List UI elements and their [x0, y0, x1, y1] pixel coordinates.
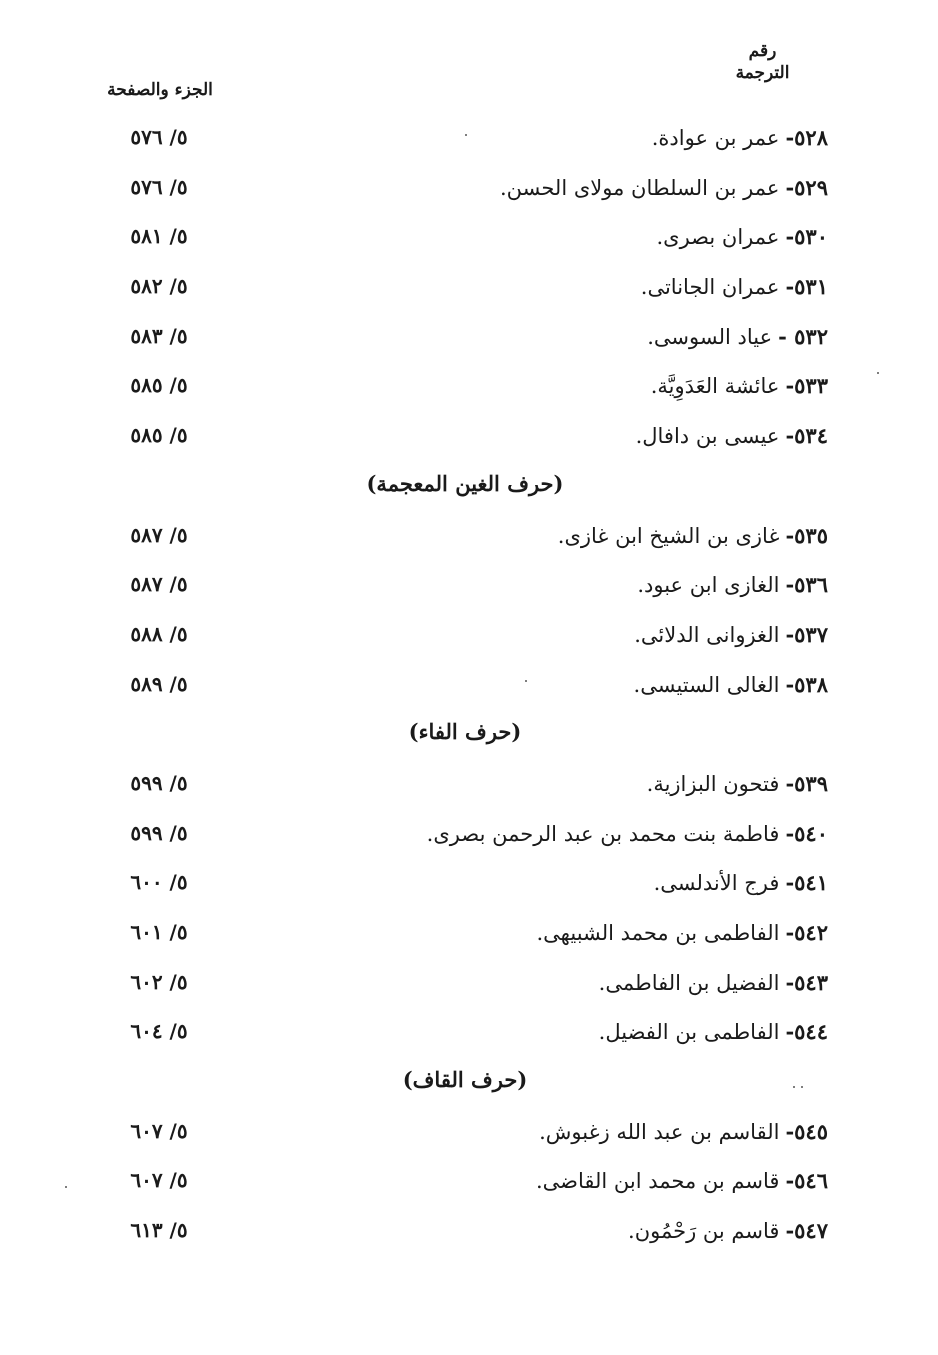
entry-text — [628, 1218, 828, 1243]
scan-speck — [801, 1086, 803, 1088]
entry-text — [647, 771, 828, 796]
section-heading: (حرف الغين المعجمة) — [366, 470, 564, 496]
entry-name: عمر بن عوادة. — [651, 126, 780, 150]
entry-number: ٥٣١- — [785, 274, 828, 300]
index-entry-row — [0, 314, 938, 364]
index-entry-row — [0, 562, 938, 612]
entry-number: ٥٤٤- — [785, 1019, 828, 1045]
entry-number: ٥٣٣- — [785, 373, 828, 399]
entry-text — [637, 572, 828, 597]
entry-number: ٥٣٥- — [785, 522, 828, 548]
volume-page-reference: ٥/ ٥٨٣ — [130, 323, 188, 348]
entry-text — [656, 224, 828, 249]
entry-text — [634, 622, 828, 647]
entry-text — [636, 423, 828, 448]
entry-text — [641, 274, 828, 299]
volume-page-reference: ٥/ ٥٨٧ — [130, 572, 188, 597]
entry-name: قاسم بن محمد ابن القاضى. — [535, 1169, 780, 1194]
volume-page-reference: ٥/ ٦٠٢ — [130, 969, 188, 994]
entry-number: ٥٣٩- — [785, 770, 828, 796]
scan-speck — [525, 680, 527, 682]
entry-name: فرج الأندلسى. — [653, 871, 780, 896]
entry-number: ٥٣٧- — [785, 621, 828, 647]
entry-name: عياد السوسى. — [647, 324, 773, 349]
entry-text — [539, 1119, 828, 1144]
index-entry-row — [0, 413, 938, 463]
entry-text — [652, 125, 828, 150]
entry-text — [536, 1168, 828, 1193]
volume-page-reference: ٥/ ٥٨٥ — [130, 423, 188, 448]
entry-name: عمر بن السلطان مولاى الحسن. — [499, 175, 780, 200]
volume-page-reference: ٥/ ٥٩٩ — [130, 820, 188, 845]
index-entry-row — [0, 363, 938, 413]
entry-name: غازى بن الشيخ ابن غازى. — [557, 523, 780, 548]
index-list — [0, 115, 938, 1258]
index-entry-row — [0, 1158, 938, 1208]
entry-number: ٥٤١- — [785, 870, 828, 896]
section-heading-row — [0, 463, 938, 513]
index-entry-row — [0, 860, 938, 910]
entry-name: الغالى الستيسى. — [633, 672, 780, 697]
entry-number: ٥٤٦- — [785, 1168, 828, 1194]
scan-speck — [793, 1086, 795, 1088]
section-heading: (حرف الفاء) — [408, 719, 522, 745]
entry-number: ٥٤٠- — [785, 820, 828, 846]
volume-page-column-header: الجزء والصفحة — [107, 80, 213, 100]
entry-number: ٥٣٦- — [785, 572, 828, 598]
entry-number-header-line2: الترجمة — [735, 63, 790, 83]
entry-text — [558, 523, 828, 548]
entry-name: عائشة العَدَوِيَّة. — [650, 374, 780, 399]
entry-name: الفاطمى بن محمد الشبيهى. — [536, 921, 780, 945]
entry-number: ٥٢٩- — [785, 174, 828, 200]
index-entry-row — [0, 662, 938, 712]
index-entry-row — [0, 811, 938, 861]
entry-number: ٥٢٨- — [785, 125, 828, 150]
entry-text — [537, 920, 829, 945]
index-entry-row — [0, 1208, 938, 1258]
volume-page-reference: ٥/ ٥٧٦ — [130, 174, 188, 199]
entry-name: قاسم بن رَحْمُون. — [628, 1219, 780, 1244]
volume-page-reference: ٥/ ٦٠٧ — [130, 1118, 188, 1143]
entry-name: القاسم بن عبد الله زغبوش. — [539, 1119, 780, 1144]
index-entry-row — [0, 214, 938, 264]
volume-page-reference: ٥/ ٥٨٧ — [130, 522, 188, 547]
entry-name: الغزوانى الدلائى. — [634, 622, 780, 647]
volume-page-reference: ٥/ ٥٧٦ — [130, 125, 188, 149]
volume-page-reference: ٥/ ٥٨٨ — [130, 621, 188, 646]
entry-number: ٥٤٥- — [785, 1118, 828, 1144]
volume-page-reference: ٥/ ٦١٣ — [130, 1218, 188, 1243]
volume-page-reference: ٥/ ٥٨٢ — [130, 274, 188, 299]
entry-name: الغازى ابن عبود. — [637, 573, 780, 598]
volume-page-reference: ٥/ ٦٠٤ — [130, 1019, 188, 1044]
volume-page-reference: ٥/ ٦٠٧ — [130, 1168, 188, 1193]
entry-text — [654, 870, 828, 895]
index-entry-row — [0, 761, 938, 811]
entry-name: الفضيل بن الفاطمى. — [598, 970, 780, 995]
entry-number: ٥٤٢- — [785, 920, 828, 945]
index-entry-row — [0, 910, 938, 960]
section-heading-row — [0, 1059, 938, 1109]
entry-text — [500, 175, 828, 200]
entry-number-column-header — [700, 40, 825, 84]
scan-speck — [877, 372, 879, 374]
index-entry-row — [0, 960, 938, 1010]
volume-page-reference: ٥/ ٦٠٠ — [130, 870, 188, 895]
entry-name: فاطمة بنت محمد بن عبد الرحمن بصرى. — [426, 821, 780, 846]
index-entry-row — [0, 612, 938, 662]
volume-page-reference: ٥/ ٥٨١ — [130, 224, 188, 249]
volume-page-reference: ٥/ ٥٨٩ — [130, 671, 188, 696]
entry-name: فتحون البزازية. — [646, 771, 780, 796]
scan-speck — [65, 1186, 67, 1188]
scan-speck — [465, 134, 467, 136]
index-entry-row — [0, 264, 938, 314]
entry-number: ٥٣٢ - — [778, 323, 828, 349]
index-entry-row — [0, 165, 938, 215]
entry-number: ٥٣٨- — [785, 671, 828, 697]
entry-text — [634, 672, 828, 697]
entry-number: ٥٣٠- — [785, 224, 828, 250]
volume-page-reference: ٥/ ٦٠١ — [130, 920, 188, 944]
entry-name: عمران بصرى. — [656, 225, 780, 250]
entry-text — [599, 970, 828, 995]
entry-text — [599, 1019, 828, 1044]
entry-text — [427, 821, 828, 846]
entry-text — [651, 373, 828, 398]
entry-number: ٥٣٤- — [785, 423, 828, 449]
entry-text — [647, 324, 828, 349]
index-entry-row — [0, 513, 938, 563]
entry-number: ٥٤٧- — [785, 1218, 828, 1244]
index-entry-row — [0, 1109, 938, 1159]
section-heading-row — [0, 711, 938, 761]
entry-name: عيسى بن دافال. — [635, 424, 780, 449]
index-entry-row — [0, 1009, 938, 1059]
section-heading: (حرف القاف) — [402, 1067, 528, 1093]
entry-name: الفاطمى بن الفضيل. — [598, 1020, 780, 1045]
volume-page-reference: ٥/ ٥٩٩ — [130, 770, 188, 795]
entry-number: ٥٤٣- — [785, 969, 828, 995]
index-entry-row — [0, 115, 938, 165]
volume-page-reference: ٥/ ٥٨٥ — [130, 373, 188, 398]
entry-number-header-line1: رقم — [748, 41, 777, 61]
entry-name: عمران الجاناتى. — [640, 275, 780, 300]
